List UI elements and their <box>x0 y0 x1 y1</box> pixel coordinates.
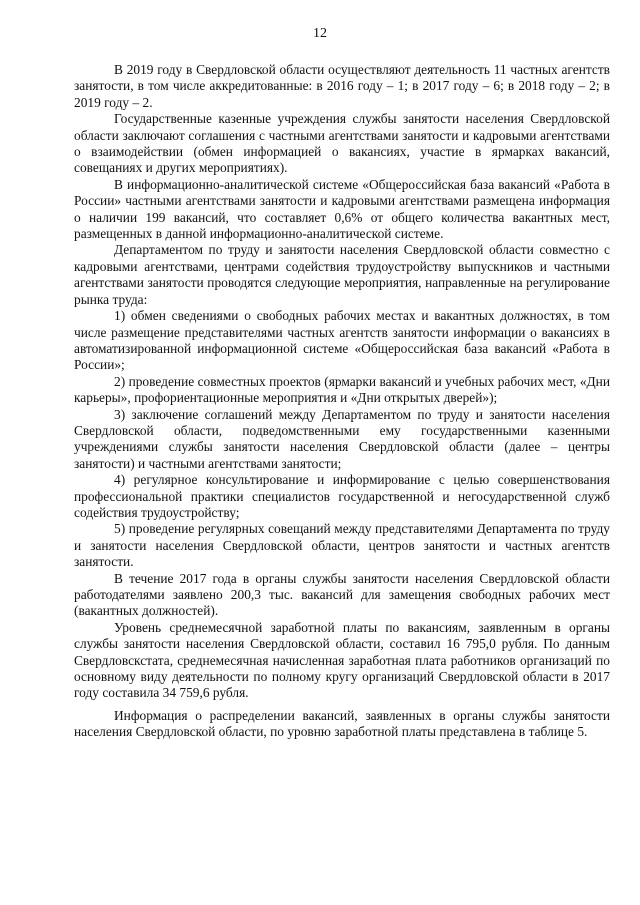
paragraph-table-reference: Информация о распределении вакансий, заявленных в органы службы занятости населения Свердловской области, по уровню заработной платы представлена в таблице 5. <box>74 707 610 740</box>
list-item-3: 3) заключение соглашений между Департаментом по труду и занятости населения Свердловской области, подведомственными ему государственными казенными учреждениями службы занятости населения Свердловской области (далее – центры занятости) и частными агентствами занятости; <box>74 406 610 471</box>
list-item-5: 5) проведение регулярных совещаний между представителями Департамента по труду и занятости населения Свердловской области, центров занятости и частных агентств занятости. <box>74 521 610 570</box>
paragraph-salary-level: Уровень среднемесячной заработной платы по вакансиям, заявленным в органы службы занятости населения Свердловской области, составил 16 795,0 рубля. По данным Свердловскстата, среднемесячная начисленная заработная плата работников организаций по основному виду деятельности по полному кругу организаций Свердловской области в 2017 году составила 34 759,6 рубля. <box>74 619 610 701</box>
page-number: 12 <box>313 26 327 41</box>
paragraph-private-agencies-count: В 2019 году в Свердловской области осуществляют деятельность 11 частных агентств занятости, в том числе аккредитованные: в 2016 году – 1; в 2017 году – 6; в 2018 году – 2; в 2019 году – 2. <box>74 62 610 110</box>
paragraph-agreements: Государственные казенные учреждения службы занятости населения Свердловской области заключают соглашения с частными агентствами занятости и кадровыми агентствами о взаимодействии (обмен информацией о вакансиях, участие в ярмарках вакансий, совещаниях и других мероприятиях). <box>74 111 610 176</box>
document-body <box>74 62 610 741</box>
paragraph-department-activities: Департаментом по труду и занятости населения Свердловской области совместно с кадровыми агентствами, центрами содействия трудоустройству выпускников и частными агентствами занятости проводятся следующие мероприятия, направленные на регулирование рынка труда: <box>74 242 610 307</box>
paragraph-vacancy-database: В информационно-аналитической системе «Общероссийская база вакансий «Работа в России» частными агентствами занятости и кадровыми агентствами размещена информация о наличии 199 вакансий, что составляет 0,6% от общего количества вакантных мест, размещенных в данной информационно-аналитической системе. <box>74 176 610 242</box>
list-item-4: 4) регулярное консультирование и информирование с целью совершенствования профессиональной практики специалистов государственной и негосударственной служб содействия трудоустройству; <box>74 472 610 520</box>
list-item-1: 1) обмен сведениями о свободных рабочих местах и вакантных должностях, в том числе размещение представителями частных агентств занятости информации о вакансиях в автоматизированной информационной системе «Общероссийская база вакансий «Работа в России»; <box>74 308 610 373</box>
list-item-2: 2) проведение совместных проектов (ярмарки вакансий и учебных рабочих мест, «Дни карьеры», профориентационные мероприятия и «Дни открытых дверей»); <box>74 373 610 406</box>
paragraph-vacancies-2017: В течение 2017 года в органы службы занятости населения Свердловской области работодателями заявлено 200,3 тыс. вакансий для замещения свободных рабочих мест (вакантных должностей). <box>74 570 610 619</box>
